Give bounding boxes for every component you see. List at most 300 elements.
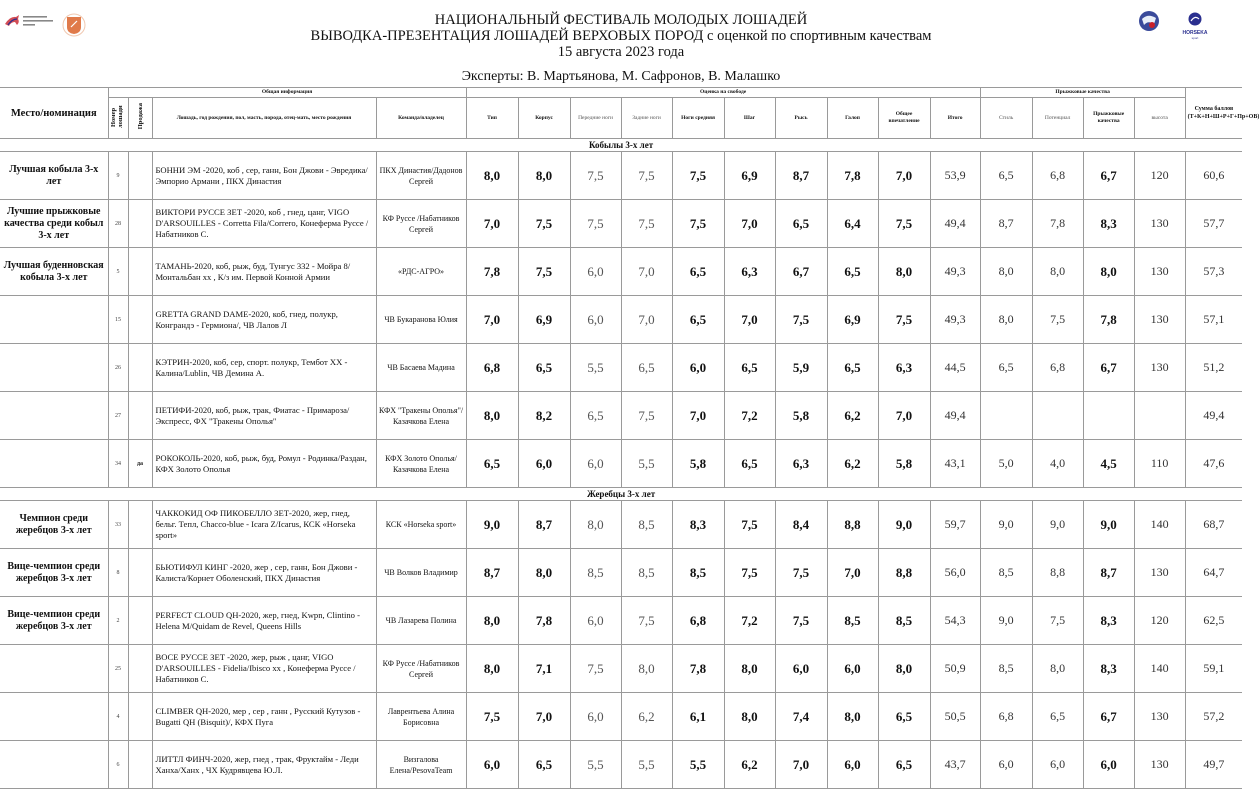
cell-canter: 8,5 (827, 597, 878, 645)
document-title (0, 12, 1242, 60)
cell-team: ПКХ Династия/Дадонов Сергей (376, 152, 466, 200)
cell-jump-quality: 8,3 (1083, 597, 1134, 645)
cell-potential: 4,0 (1032, 440, 1083, 488)
cell-walk: 7,0 (724, 296, 775, 344)
cell-potential (1032, 392, 1083, 440)
cell-legs-avg: 6,5 (672, 248, 724, 296)
col-style: Стиль (980, 98, 1032, 139)
cell-walk: 7,2 (724, 392, 775, 440)
cell-number: 25 (108, 645, 128, 693)
cell-sale (128, 200, 152, 248)
table-row (0, 645, 1242, 693)
title-line-1: НАЦИОНАЛЬНЫЙ ФЕСТИВАЛЬ МОЛОДЫХ ЛОШАДЕЙ (434, 12, 808, 28)
cell-style: 8,5 (980, 549, 1032, 597)
col-walk: Шаг (724, 98, 775, 139)
cell-body: 7,0 (518, 693, 570, 741)
cell-style: 5,0 (980, 440, 1032, 488)
cell-front-legs: 7,5 (570, 645, 621, 693)
cell-jump-quality: 4,5 (1083, 440, 1134, 488)
cell-overall: 6,5 (878, 693, 930, 741)
cell-body: 6,0 (518, 440, 570, 488)
cell-place (0, 392, 108, 440)
col-num (108, 98, 128, 139)
cell-jump-quality: 9,0 (1083, 501, 1134, 549)
cell-body: 6,5 (518, 344, 570, 392)
cell-jump-quality: 6,7 (1083, 344, 1134, 392)
group-general: Общая информация (108, 88, 466, 98)
cell-legs-avg: 6,1 (672, 693, 724, 741)
cell-sale (128, 597, 152, 645)
cell-canter: 8,0 (827, 693, 878, 741)
cell-body: 8,0 (518, 152, 570, 200)
cell-hind-legs: 8,0 (621, 645, 672, 693)
cell-trot: 7,5 (775, 296, 827, 344)
table-row (0, 549, 1242, 597)
cell-style: 8,7 (980, 200, 1032, 248)
cell-sum: 57,7 (1185, 200, 1242, 248)
cell-body: 7,5 (518, 248, 570, 296)
cell-legs-avg: 7,5 (672, 200, 724, 248)
event-date: 15 августа 2023 года (557, 44, 685, 60)
cell-overall: 6,3 (878, 344, 930, 392)
cell-front-legs: 6,0 (570, 296, 621, 344)
cell-walk: 8,0 (724, 645, 775, 693)
cell-canter: 8,8 (827, 501, 878, 549)
cell-hind-legs: 7,5 (621, 152, 672, 200)
cell-canter: 6,4 (827, 200, 878, 248)
col-height: высота (1134, 98, 1185, 139)
cell-sale (128, 392, 152, 440)
cell-sale (128, 501, 152, 549)
cell-number: 15 (108, 296, 128, 344)
cell-height: 130 (1134, 200, 1185, 248)
col-place: Место/номинация (0, 88, 108, 139)
cell-canter: 7,8 (827, 152, 878, 200)
cell-type: 8,0 (466, 152, 518, 200)
cell-sum: 47,6 (1185, 440, 1242, 488)
col-potential: Потенциал (1032, 98, 1083, 139)
cell-jump-quality (1083, 392, 1134, 440)
group-free: Оценка на свободе (466, 88, 980, 98)
cell-legs-avg: 6,8 (672, 597, 724, 645)
cell-potential: 6,8 (1032, 344, 1083, 392)
cell-horse: КЭТРИН-2020, коб, сер, спорт. полукр, Тембот ХХ - Калина/Lublin, ЧВ Демина А. (152, 344, 376, 392)
cell-front-legs: 6,0 (570, 693, 621, 741)
cell-sale (128, 693, 152, 741)
cell-canter: 6,5 (827, 344, 878, 392)
cell-hind-legs: 5,5 (621, 440, 672, 488)
cell-trot: 5,9 (775, 344, 827, 392)
cell-sum: 68,7 (1185, 501, 1242, 549)
cell-hind-legs: 5,5 (621, 741, 672, 789)
section-header (0, 488, 1242, 501)
cell-team: КФХ "Тракены Ополья"/ Казачкова Елена (376, 392, 466, 440)
col-sum: Сумма баллов (Т+К+Н+Ш+Р+Г+Пр+ОВ) (1185, 88, 1242, 139)
cell-body: 6,5 (518, 741, 570, 789)
cell-horse: РОКОКОЛЬ-2020, коб, рыж, буд, Ромул - Родинка/Раздан, КФХ Золото Ополья (152, 440, 376, 488)
horseka-text: HORSEKA (1182, 30, 1208, 36)
cell-overall: 7,0 (878, 392, 930, 440)
cell-style: 9,0 (980, 501, 1032, 549)
cell-number: 26 (108, 344, 128, 392)
cell-walk: 8,0 (724, 693, 775, 741)
cell-total: 59,7 (930, 501, 980, 549)
table-row (0, 152, 1242, 200)
cell-place: Лучшая кобыла 3-х лет (0, 152, 108, 200)
cell-overall: 6,5 (878, 741, 930, 789)
cell-sale (128, 296, 152, 344)
cell-style: 6,8 (980, 693, 1032, 741)
cell-number: 2 (108, 597, 128, 645)
cell-number: 28 (108, 200, 128, 248)
section-title: Жеребцы 3-х лет (0, 488, 1242, 501)
cell-type: 7,0 (466, 296, 518, 344)
cell-potential: 8,0 (1032, 645, 1083, 693)
col-horse: Лошадь, год рождения, пол, масть, порода, отец-мать, место рождения (152, 98, 376, 139)
cell-potential: 6,5 (1032, 693, 1083, 741)
cell-body: 8,7 (518, 501, 570, 549)
section-title: Кобылы 3-х лет (0, 139, 1242, 152)
cell-place: Вице-чемпион среди жеребцов 3-х лет (0, 549, 108, 597)
cell-trot: 6,5 (775, 200, 827, 248)
cell-number: 33 (108, 501, 128, 549)
cell-jump-quality: 8,7 (1083, 549, 1134, 597)
cell-type: 8,0 (466, 392, 518, 440)
cell-legs-avg: 5,5 (672, 741, 724, 789)
cell-sale (128, 549, 152, 597)
cell-body: 6,9 (518, 296, 570, 344)
table-row (0, 440, 1242, 488)
cell-canter: 6,2 (827, 440, 878, 488)
cell-legs-avg: 8,3 (672, 501, 724, 549)
cell-horse: ТАМАНЬ-2020, коб, рыж, буд, Тунгус 332 - Мойра 8/Монтальбан хх , К/з им. Первой Конной Армии (152, 248, 376, 296)
cell-trot: 8,4 (775, 501, 827, 549)
cell-horse: ВИКТОРИ РУССЕ ЗЕТ -2020, коб , гнед, цанг, VIGO D'ARSOUILLES - Corretta Fila/Correro, Конеферма Руссе /Набатников С. (152, 200, 376, 248)
cell-sale (128, 152, 152, 200)
cell-total: 50,5 (930, 693, 980, 741)
cell-number: 8 (108, 549, 128, 597)
cell-total: 53,9 (930, 152, 980, 200)
section-header (0, 139, 1242, 152)
table-row (0, 693, 1242, 741)
title-line-2: ВЫВОДКА-ПРЕЗЕНТАЦИЯ ЛОШАДЕЙ ВЕРХОВЫХ ПОРОД с оценкой по спортивным качествам (310, 28, 932, 44)
cell-total: 50,9 (930, 645, 980, 693)
col-sale (128, 98, 152, 139)
cell-overall: 8,0 (878, 248, 930, 296)
table-row (0, 248, 1242, 296)
cell-type: 7,0 (466, 200, 518, 248)
cell-overall: 8,5 (878, 597, 930, 645)
cell-canter: 6,2 (827, 392, 878, 440)
cell-jump-quality: 6,7 (1083, 693, 1134, 741)
cell-front-legs: 8,0 (570, 501, 621, 549)
cell-place (0, 741, 108, 789)
cell-potential: 7,5 (1032, 597, 1083, 645)
cell-height: 130 (1134, 248, 1185, 296)
col-body: Корпус (518, 98, 570, 139)
cell-potential: 6,0 (1032, 741, 1083, 789)
cell-hind-legs: 7,0 (621, 248, 672, 296)
cell-hind-legs: 7,5 (621, 200, 672, 248)
cell-total: 49,4 (930, 392, 980, 440)
cell-height: 130 (1134, 741, 1185, 789)
col-front-legs: Передние ноги (570, 98, 621, 139)
cell-height: 130 (1134, 693, 1185, 741)
cell-front-legs: 5,5 (570, 741, 621, 789)
cell-team: ЧВ Букаранова Юлия (376, 296, 466, 344)
cell-sum: 64,7 (1185, 549, 1242, 597)
cell-horse: ЛИТТЛ ФИНЧ-2020, жер, гнед , трак, Фруктайм - Леди Ханха/Ханх , ЧХ Кудрявцева Ю.Л. (152, 741, 376, 789)
cell-horse: CLIMBER QH-2020, мер , сер , ганн , Русский Кутузов - Bugatti QH (Bisquit)/, КФХ Пуга (152, 693, 376, 741)
cell-number: 27 (108, 392, 128, 440)
cell-trot: 7,5 (775, 549, 827, 597)
cell-overall: 5,8 (878, 440, 930, 488)
col-hind-legs: Задние ноги (621, 98, 672, 139)
cell-trot: 7,5 (775, 597, 827, 645)
cell-walk: 7,5 (724, 549, 775, 597)
cell-front-legs: 6,5 (570, 392, 621, 440)
horseka-sub: sport (1191, 36, 1199, 40)
cell-hind-legs: 7,5 (621, 597, 672, 645)
cell-potential: 8,8 (1032, 549, 1083, 597)
col-legs-avg: Ноги средняя (672, 98, 724, 139)
cell-team: КФХ Золото Ополья/Казачкова Елена (376, 440, 466, 488)
cell-trot: 8,7 (775, 152, 827, 200)
cell-body: 8,2 (518, 392, 570, 440)
col-canter: Галоп (827, 98, 878, 139)
cell-team: ЧВ Волков Владимир (376, 549, 466, 597)
cell-height: 130 (1134, 296, 1185, 344)
cell-total: 49,3 (930, 296, 980, 344)
cell-body: 8,0 (518, 549, 570, 597)
table-row (0, 296, 1242, 344)
cell-height: 130 (1134, 549, 1185, 597)
cell-team: КСК «Horseka sport» (376, 501, 466, 549)
cell-jump-quality: 8,3 (1083, 200, 1134, 248)
cell-canter: 6,0 (827, 741, 878, 789)
col-num-label: Номер лошади (110, 105, 124, 128)
cell-walk: 6,2 (724, 741, 775, 789)
cell-walk: 6,9 (724, 152, 775, 200)
cell-sale (128, 741, 152, 789)
cell-sum: 59,1 (1185, 645, 1242, 693)
cell-front-legs: 7,5 (570, 200, 621, 248)
cell-place: Вице-чемпион среди жеребцов 3-х лет (0, 597, 108, 645)
cell-style (980, 392, 1032, 440)
cell-hind-legs: 7,0 (621, 296, 672, 344)
cell-front-legs: 6,0 (570, 440, 621, 488)
cell-style: 9,0 (980, 597, 1032, 645)
cell-place (0, 693, 108, 741)
cell-overall: 7,5 (878, 200, 930, 248)
cell-walk: 7,2 (724, 597, 775, 645)
cell-type: 6,8 (466, 344, 518, 392)
cell-canter: 7,0 (827, 549, 878, 597)
cell-trot: 6,7 (775, 248, 827, 296)
cell-canter: 6,0 (827, 645, 878, 693)
cell-height (1134, 392, 1185, 440)
results-table (0, 87, 1259, 789)
cell-front-legs: 7,5 (570, 152, 621, 200)
group-jump: Прыжковые качества (980, 88, 1185, 98)
cell-height: 140 (1134, 645, 1185, 693)
cell-number: 5 (108, 248, 128, 296)
cell-place: Лучшие прыжковые качества среди кобыл 3-х лет (0, 200, 108, 248)
cell-height: 120 (1134, 152, 1185, 200)
cell-total: 43,1 (930, 440, 980, 488)
cell-front-legs: 6,0 (570, 597, 621, 645)
cell-type: 7,5 (466, 693, 518, 741)
cell-sum: 57,3 (1185, 248, 1242, 296)
cell-type: 6,0 (466, 741, 518, 789)
cell-type: 7,8 (466, 248, 518, 296)
table-row (0, 741, 1242, 789)
cell-hind-legs: 7,5 (621, 392, 672, 440)
cell-hind-legs: 6,2 (621, 693, 672, 741)
cell-type: 9,0 (466, 501, 518, 549)
cell-jump-quality: 8,0 (1083, 248, 1134, 296)
cell-canter: 6,9 (827, 296, 878, 344)
cell-place (0, 344, 108, 392)
cell-style: 6,0 (980, 741, 1032, 789)
cell-height: 110 (1134, 440, 1185, 488)
cell-trot: 5,8 (775, 392, 827, 440)
table-row (0, 392, 1242, 440)
cell-sale (128, 248, 152, 296)
col-team: Команда/владелец (376, 98, 466, 139)
cell-style: 8,0 (980, 296, 1032, 344)
cell-team: ЧВ Лазарева Полина (376, 597, 466, 645)
cell-horse: БЬЮТИФУЛ КИНГ -2020, жер , сер, ганн, Бон Джови - Калиста/Корнет Оболенский, ПКХ Династия (152, 549, 376, 597)
cell-sum: 57,1 (1185, 296, 1242, 344)
cell-trot: 6,3 (775, 440, 827, 488)
cell-total: 49,4 (930, 200, 980, 248)
cell-legs-avg: 6,0 (672, 344, 724, 392)
cell-hind-legs: 8,5 (621, 501, 672, 549)
col-overall: Общее впечатление (878, 98, 930, 139)
cell-hind-legs: 8,5 (621, 549, 672, 597)
table-row (0, 344, 1242, 392)
cell-walk: 7,0 (724, 200, 775, 248)
cell-legs-avg: 6,5 (672, 296, 724, 344)
cell-overall: 7,5 (878, 296, 930, 344)
cell-type: 6,5 (466, 440, 518, 488)
cell-horse: БОННИ ЭМ -2020, коб , сер, ганн, Бон Джови - Эвредика/Эмпорио Армани , ПКХ Династия (152, 152, 376, 200)
cell-walk: 6,5 (724, 440, 775, 488)
table-row (0, 200, 1242, 248)
cell-total: 43,7 (930, 741, 980, 789)
cell-front-legs: 5,5 (570, 344, 621, 392)
cell-overall: 8,8 (878, 549, 930, 597)
cell-jump-quality: 7,8 (1083, 296, 1134, 344)
cell-overall: 7,0 (878, 152, 930, 200)
cell-legs-avg: 7,8 (672, 645, 724, 693)
cell-type: 8,7 (466, 549, 518, 597)
cell-legs-avg: 7,0 (672, 392, 724, 440)
cell-trot: 7,4 (775, 693, 827, 741)
cell-sum: 49,7 (1185, 741, 1242, 789)
cell-place (0, 440, 108, 488)
cell-number: 34 (108, 440, 128, 488)
cell-total: 56,0 (930, 549, 980, 597)
cell-overall: 8,0 (878, 645, 930, 693)
cell-horse: GRETTA GRAND DAME-2020, коб, гнед, полукр, Конграндэ - Гермиона/, ЧВ Лалов Л (152, 296, 376, 344)
cell-number: 6 (108, 741, 128, 789)
cell-sale (128, 645, 152, 693)
cell-place: Лучшая буденновская кобыла 3-х лет (0, 248, 108, 296)
table-body (0, 139, 1242, 789)
cell-team: ЧВ Басаева Мадина (376, 344, 466, 392)
cell-jump-quality: 6,0 (1083, 741, 1134, 789)
cell-horse: ВОСЕ РУССЕ ЗЕТ -2020, жер, рыж , цанг, VIGO D'ARSOUILLES - Fidelia/Ibisco xx , Конеферма Руссе /Набатников С. (152, 645, 376, 693)
cell-height: 120 (1134, 597, 1185, 645)
cell-number: 9 (108, 152, 128, 200)
cell-legs-avg: 7,5 (672, 152, 724, 200)
cell-trot: 6,0 (775, 645, 827, 693)
col-total: Итого (930, 98, 980, 139)
cell-type: 8,0 (466, 597, 518, 645)
cell-overall: 9,0 (878, 501, 930, 549)
cell-style: 8,5 (980, 645, 1032, 693)
cell-sale (128, 344, 152, 392)
cell-place (0, 296, 108, 344)
cell-hind-legs: 6,5 (621, 344, 672, 392)
cell-front-legs: 8,5 (570, 549, 621, 597)
cell-sale: да (128, 440, 152, 488)
cell-jump-quality: 8,3 (1083, 645, 1134, 693)
table-row (0, 597, 1242, 645)
col-type: Тип (466, 98, 518, 139)
cell-height: 140 (1134, 501, 1185, 549)
cell-walk: 7,5 (724, 501, 775, 549)
cell-team: КФ Руссе /Набатников Сергей (376, 645, 466, 693)
cell-potential: 7,8 (1032, 200, 1083, 248)
cell-style: 6,5 (980, 344, 1032, 392)
cell-style: 6,5 (980, 152, 1032, 200)
cell-potential: 8,0 (1032, 248, 1083, 296)
cell-sum: 60,6 (1185, 152, 1242, 200)
cell-walk: 6,3 (724, 248, 775, 296)
cell-walk: 6,5 (724, 344, 775, 392)
cell-horse: ЧАККОКИД ОФ ПИКОБЕЛЛО ЗЕТ-2020, жер, гнед, бельг. Тепл, Chacco-blue - Icara Z/Icarus, КСК «Horseka sport» (152, 501, 376, 549)
cell-body: 7,8 (518, 597, 570, 645)
cell-horse: PERFECT CLOUD QH-2020, жер, гнед, Kwpn, Clintino - Helena M/Quidam de Revel, Queens Hills (152, 597, 376, 645)
cell-legs-avg: 5,8 (672, 440, 724, 488)
cell-jump-quality: 6,7 (1083, 152, 1134, 200)
col-sale-label: Продажа (136, 103, 144, 130)
cell-trot: 7,0 (775, 741, 827, 789)
cell-total: 49,3 (930, 248, 980, 296)
cell-type: 8,0 (466, 645, 518, 693)
cell-place: Чемпион среди жеребцов 3-х лет (0, 501, 108, 549)
cell-potential: 7,5 (1032, 296, 1083, 344)
cell-place (0, 645, 108, 693)
cell-horse: ПЕТИФИ-2020, коб, рыж, трак, Фиатас - Примароза/Экспресс, ФХ "Тракены Ополья" (152, 392, 376, 440)
cell-body: 7,1 (518, 645, 570, 693)
cell-potential: 6,8 (1032, 152, 1083, 200)
cell-height: 130 (1134, 344, 1185, 392)
cell-potential: 9,0 (1032, 501, 1083, 549)
cell-front-legs: 6,0 (570, 248, 621, 296)
cell-legs-avg: 8,5 (672, 549, 724, 597)
cell-sum: 49,4 (1185, 392, 1242, 440)
col-trot: Рысь (775, 98, 827, 139)
cell-team: КФ Руссе /Набатников Сергей (376, 200, 466, 248)
cell-style: 8,0 (980, 248, 1032, 296)
cell-team: Визгалова Елена/PesovaTeam (376, 741, 466, 789)
cell-total: 44,5 (930, 344, 980, 392)
experts-line: Эксперты: В. Мартьянова, М. Сафронов, В. Малашко (461, 69, 781, 84)
